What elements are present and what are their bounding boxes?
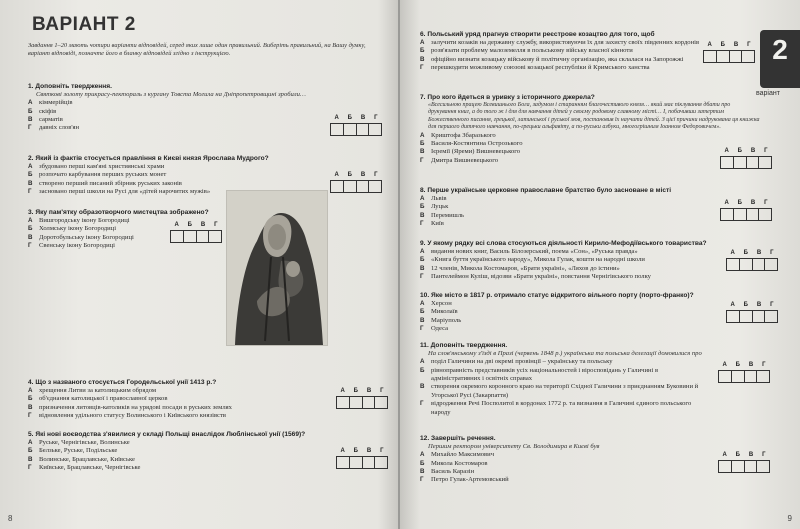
answer-cell[interactable] [732,461,745,472]
option-a[interactable]: А поділ Галичини на дві окремі провінції – українську та польську [420,358,613,366]
answer-cell[interactable] [357,124,370,135]
option-d[interactable]: Г Петро Гулак-Артемовський [420,476,509,484]
answer-cell[interactable] [375,397,387,408]
answer-cell[interactable] [734,157,747,168]
option-d[interactable]: Г Свенську ікону Богородиці [28,242,115,250]
option-d[interactable]: Г Пантелеймон Куліш, відозви «Брати україні», повстання Чернігівського полку [420,273,651,281]
answer-cell[interactable] [765,311,777,322]
question-heading: Яке місто в 1817 р. отримало статус відкритого вільного порту (порто-франко)? [431,292,694,299]
option-c[interactable]: В Перемишль [420,211,464,219]
answer-cell[interactable] [357,181,370,192]
option-c[interactable]: В Ієремії (Яреми) Вишневецького [420,148,521,156]
option-a[interactable]: А Львів [420,195,447,202]
answer-grid-3: А Б В Г [170,222,222,243]
question-5: 5. Які нові воєводства з'явилися у складі Польщі внаслідок Люблінської унії (1569)? А Руське, Чернігівське, Волинське Б Белзьке, Руське, Подільське В Волинське, Брацлавське, Київське Г Київське, Брацлавське, Чернігівське [28,430,333,473]
option-a[interactable]: А хрещення Литви за католицьким обрядом [28,387,157,394]
option-b[interactable]: Б Белзьке, Руське, Подільське [28,447,118,455]
question-text: Першим ректором університету Св. Володимира в Києві був [428,443,600,450]
question-heading: Що з названого стосується Городельської унії 1413 р.? [35,379,217,386]
option-b[interactable]: Б «Книга буття українського народу», Микола Гулак, кошти на народні школи [420,256,645,264]
answer-cell[interactable] [363,457,376,468]
answer-cell[interactable] [375,457,387,468]
page-number-left: 8 [8,514,13,523]
option-a[interactable]: А залучити козаків на державну службу, використовуючи їх для захисту своїх південних кордонів [420,39,700,46]
option-b[interactable]: Б розпочато карбування перших руських монет [28,171,167,179]
icon-image-virgin-and-child [226,190,328,346]
option-c[interactable]: В 12 членів, Микола Костомаров, «Брати україні», «Ляхов до істини» [420,264,620,272]
answer-cell[interactable] [171,231,184,242]
answer-cell[interactable] [747,157,760,168]
answer-grid-2: А Б В Г [330,172,382,193]
option-d[interactable]: Г Одеса [420,325,449,333]
option-a[interactable]: А збудовано перші кам'яні християнські храми [28,163,165,170]
option-c[interactable]: В Волинське, Брацлавське, Київське [28,455,135,463]
option-b[interactable]: Б Холмську ікону Богородиці [28,225,117,233]
answer-cell[interactable] [742,51,754,62]
answer-cell[interactable] [350,397,363,408]
question-1: 1. Доповніть твердження. Святкові золоту прикрасу-пектораль з кургану Товста Могила на Дніпропетровщині зробили… А кіммерійців Б скіфів В сарматів Г давніх слов'ян [28,82,328,133]
option-d[interactable]: Г відновлення удільного статусу Волинського і Київського князівств [28,412,226,420]
question-7: 7. Про кого йдеться в уривку з історичного джерела? «Всесильною працею Всевишнього Бога, задумом і старанням благочестивого князя… який має піклування дбати про друкування книг, а до того ж і для для навчання дітей у своєму родовому славному місті… І, побачивши затертим Божественного писання, грецької, латинської і руської мов, постановив їх научити дітей. З цієї причини надрукована ця книжка для першого дитячого навчання, по-грецьки альфавіту, а по-руськи азбуки, многогрішним Іоанном Федоровичем». А Криштофа Збаразького Б Василя-Костянтина Острозького В Ієремії (Яреми) Вишневецького Г Дмитра Вишневецького [420,94,760,164]
question-12: 12. Завершіть речення. Першим ректором університету Св. Володимира в Києві був А Михайло Максимович Б Микола Костомаров В Василь Каразін Г Петро Гулак-Артемовський [420,434,705,485]
instructions-text: Завдання 1–20 мають чотири варіанти відповідей, серед яких лише один правильний. Виберіть правильний, на Вашу думку, варіант відповіді, позначте його в бланку відповідей згідно з інструкцією. [28,42,366,57]
option-b[interactable]: Б Луцьк [420,203,449,211]
question-heading: Яку пам'ятку образотворчого мистецтва зображено? [35,209,209,216]
answer-grid-6: А Б В Г [703,42,755,63]
option-b[interactable]: Б розв'язати проблему малоземелля в польському війську власної кінноти [420,47,633,55]
answer-cell[interactable] [745,371,758,382]
option-a[interactable]: А Криштофа Збаразького [420,131,496,139]
answer-cell[interactable] [369,124,381,135]
right-page [400,0,800,529]
question-3: 3. Яку пам'ятку образотворчого мистецтва зображено? А Вишгородську ікону Богородиці Б Холмську ікону Богородиці В Доротобульську ікону Богородиці Г Свенську ікону Богородиці [28,208,228,251]
option-d[interactable]: Г Київ [420,220,444,228]
answer-cell[interactable] [704,51,717,62]
option-c[interactable]: В призначення литовців-католиків на урядові посади в руських землях [28,403,232,411]
answer-cell[interactable] [331,181,344,192]
answer-cell[interactable] [753,259,766,270]
answer-cell[interactable] [759,157,771,168]
answer-cell[interactable] [331,124,344,135]
answer-grid-9: А Б В Г [726,250,778,271]
answer-cell[interactable] [757,461,769,472]
question-heading: Які нові воєводства з'явилися у складі Польщі внаслідок Люблінської унії (1569)? [35,431,306,438]
answer-cell[interactable] [719,461,732,472]
question-text: Святкові золоту прикрасу-пектораль з кургану Товста Могила на Дніпропетровщині зробили… [36,91,306,98]
answer-cell[interactable] [344,181,357,192]
question-10: 10. Яке місто в 1817 р. отримало статус відкритого вільного порту (порто-франко)? А Херсон Б Миколаїв В Маріуполь Г Одеса [420,291,720,334]
option-b[interactable]: Б скіфів [28,107,57,115]
answer-cell[interactable] [721,209,734,220]
answer-cell[interactable] [759,209,771,220]
question-2: 2. Який із фактів стосується правління в Києві князя Ярослава Мудрого? А збудовано перші кам'яні християнські храми Б розпочато карбування перших руських монет В створено перший писаний збірник руських законів Г засновано перші школи на Русі для «дітей нарочитих мужів» [28,154,328,197]
option-c[interactable]: В Василь Каразін [420,468,475,476]
answer-grid-12: А Б В Г [718,452,770,473]
icon-illustration [227,191,327,345]
option-d[interactable]: Г засновано перші школи на Русі для «дітей нарочитих мужів» [28,188,211,196]
answer-cell[interactable] [765,259,777,270]
option-a[interactable]: А Вишгородську ікону Богородиці [28,217,130,224]
option-a[interactable]: А кіммерійців [28,99,73,107]
question-9: 9. У якому рядку всі слова стосуються діяльності Кирило-Мефодіївського товариства? А видання нових книг, Василь Білозерський, поема «Сон», «Руська правда» Б «Книга буття українського народу», Микола Гулак, кошти на народні школи В 12 членів, Микола Костомаров, «Брати україні», «Ляхов до істини» Г Пантелеймон Куліш, відозви «Брати україні», повстання Чернігівського полку [420,239,720,282]
answer-cell[interactable] [757,371,769,382]
answer-cell[interactable] [369,181,381,192]
variant-tab [760,30,800,88]
variant-tab-number: 2 [772,34,788,65]
answer-cell[interactable] [747,209,760,220]
answer-grid-7: А Б В Г [720,148,772,169]
question-heading: У якому рядку всі слова стосуються діяльності Кирило-Мефодіївського товариства? [427,240,707,247]
option-a[interactable]: А видання нових книг, Василь Білозерський, поема «Сон», «Руська правда» [420,248,638,255]
question-6: 6. Польський уряд прагнув створити реєстрове козацтво для того, щоб А залучити козаків на державну службу, використовуючи їх для захисту своїх південних кордонів Б розв'язати проблему малоземелля в польському війську власної кінноти В офіційно визнати козацьку військову й політичну організацію, яка склалася на Запорожжі Г перешкодити можливому союзові козацької республіки й Кримського ханства [420,30,710,73]
answer-cell[interactable] [734,209,747,220]
answer-cell[interactable] [745,461,758,472]
answer-cell[interactable] [209,231,221,242]
question-heading: Доповніть твердження. [35,83,112,90]
answer-cell[interactable] [337,457,350,468]
variant-title: ВАРІАНТ 2 [32,14,136,35]
answer-cell[interactable] [730,51,743,62]
answer-cell[interactable] [350,457,363,468]
option-b[interactable]: Б Микола Костомаров [420,459,488,467]
question-heading: Польський уряд прагнув створити реєстрове козацтво для того, щоб [427,31,655,38]
option-b[interactable]: Б об'єднання католицької і православної церков [28,395,168,403]
option-d[interactable]: Г давніх слов'ян [28,124,80,132]
question-heading: Про кого йдеться в уривку з історичного джерела? [427,94,595,101]
left-page [0,0,398,529]
answer-cell[interactable] [197,231,210,242]
answer-grid-8: А Б В Г [720,200,772,221]
answer-grid-5: А Б В Г [336,448,388,469]
option-c[interactable]: В Маріуполь [420,316,462,324]
option-d[interactable]: Г перешкодити можливому союзові козацької республіки й Кримського ханства [420,64,650,72]
option-b[interactable]: Б Василя-Костянтина Острозького [420,140,523,148]
answer-cell[interactable] [727,259,740,270]
variant-tab-word: варіант [756,90,780,97]
question-heading: Який із фактів стосується правління в Києві князя Ярослава Мудрого? [35,155,269,162]
answer-cell[interactable] [344,124,357,135]
option-d[interactable]: Г Київське, Брацлавське, Чернігівське [28,464,141,472]
answer-cell[interactable] [732,371,745,382]
answer-cell[interactable] [363,397,376,408]
option-c[interactable]: В офіційно визнати козацьку військову й політичну організацію, яка склалася на Запорожжі [420,55,684,63]
option-b[interactable]: Б Миколаїв [420,308,458,316]
source-quote: «Всесильною працею Всевишнього Бога, задумом і старанням благочестивого князя… який має піклування дбати про друкування книг, а до того ж і для для навчання дітей у своєму родовому славному місті… І, побачивши затертим Божественного писання, грецької, латинської і руської мов, постановив їх научити дітей. З цієї причини надрукована ця книжка для першого дитячого навчання, по-грецьки альфавіту, а по-руськи азбуки, многогрішним Іоанном Федоровичем». [428,102,760,131]
question-heading: Перше українське церковне православне братство було засноване в місті [427,187,672,194]
option-a[interactable]: А Руське, Чернігівське, Волинське [28,439,130,446]
option-d[interactable]: Г відродження Речі Посполитої в кордонах 1772 р. та визнання в Галичині єдиного польського народу [420,400,692,416]
question-text: На слов'янському з'їзді в Празі (червень 1848 р.) українська та польська делегації домовилися про [428,350,702,357]
answer-cell[interactable] [717,51,730,62]
option-c[interactable]: В Доротобульську ікону Богородиці [28,233,134,241]
answer-grid-11: А Б В Г [718,362,770,383]
option-b[interactable]: Б рівноправність представників усіх національностей і віросповідань у Галичині в адміністративних і освітніх справах [420,366,659,383]
answer-cell[interactable] [753,311,766,322]
answer-cell[interactable] [719,371,732,382]
question-heading: Доповніть твердження. [430,342,508,349]
option-c[interactable]: В створено перший писаний збірник руських законів [28,179,182,187]
answer-grid-4: А Б В Г [336,388,388,409]
answer-cell[interactable] [721,157,734,168]
option-a[interactable]: А Михайло Максимович [420,451,495,459]
option-a[interactable]: А Херсон [420,300,452,307]
answer-grid-1: А Б В Г [330,115,382,136]
question-8: 8. Перше українське церковне православне братство було засноване в місті А Львів Б Луцьк В Перемишль Г Київ [420,186,710,229]
page-number-right: 9 [787,514,792,523]
answer-cell[interactable] [740,259,753,270]
option-c[interactable]: В створення окремого коронного краю на території Східної Галичини з приєднанням Буковини й Угорської Русі (Закарпаття) [420,383,699,399]
answer-cell[interactable] [740,311,753,322]
option-c[interactable]: В сарматів [28,116,63,124]
question-11: 11. Доповніть твердження. На слов'янському з'їзді в Празі (червень 1848 р.) українська та польська делегації домовилися про А поділ Галичини на дві окремі провінції – українську та польську Б рівноправність представників усіх національностей і віросповідань у Галичині в адміністративних і освітніх справах В створення окремого коронного краю на території Східної Галичини з приєднанням Буковини й Угорської Русі (Закарпаття) Г відродження Речі Посполитої в кордонах 1772 р. та визнання в Галичині єдиного польського народу [420,341,705,417]
question-heading: Завершіть речення. [431,435,496,442]
answer-grid-10: А Б В Г [726,302,778,323]
answer-cell[interactable] [727,311,740,322]
question-4: 4. Що з названого стосується Городельської унії 1413 р.? А хрещення Литви за католицьким обрядом Б об'єднання католицької і православної церков В призначення литовців-католиків на урядові посади в руських землях Г відновлення удільного статусу Волинського і Київського князівств [28,378,333,421]
answer-cell[interactable] [184,231,197,242]
answer-cell[interactable] [337,397,350,408]
option-d[interactable]: Г Дмитра Вишневецького [420,156,499,164]
